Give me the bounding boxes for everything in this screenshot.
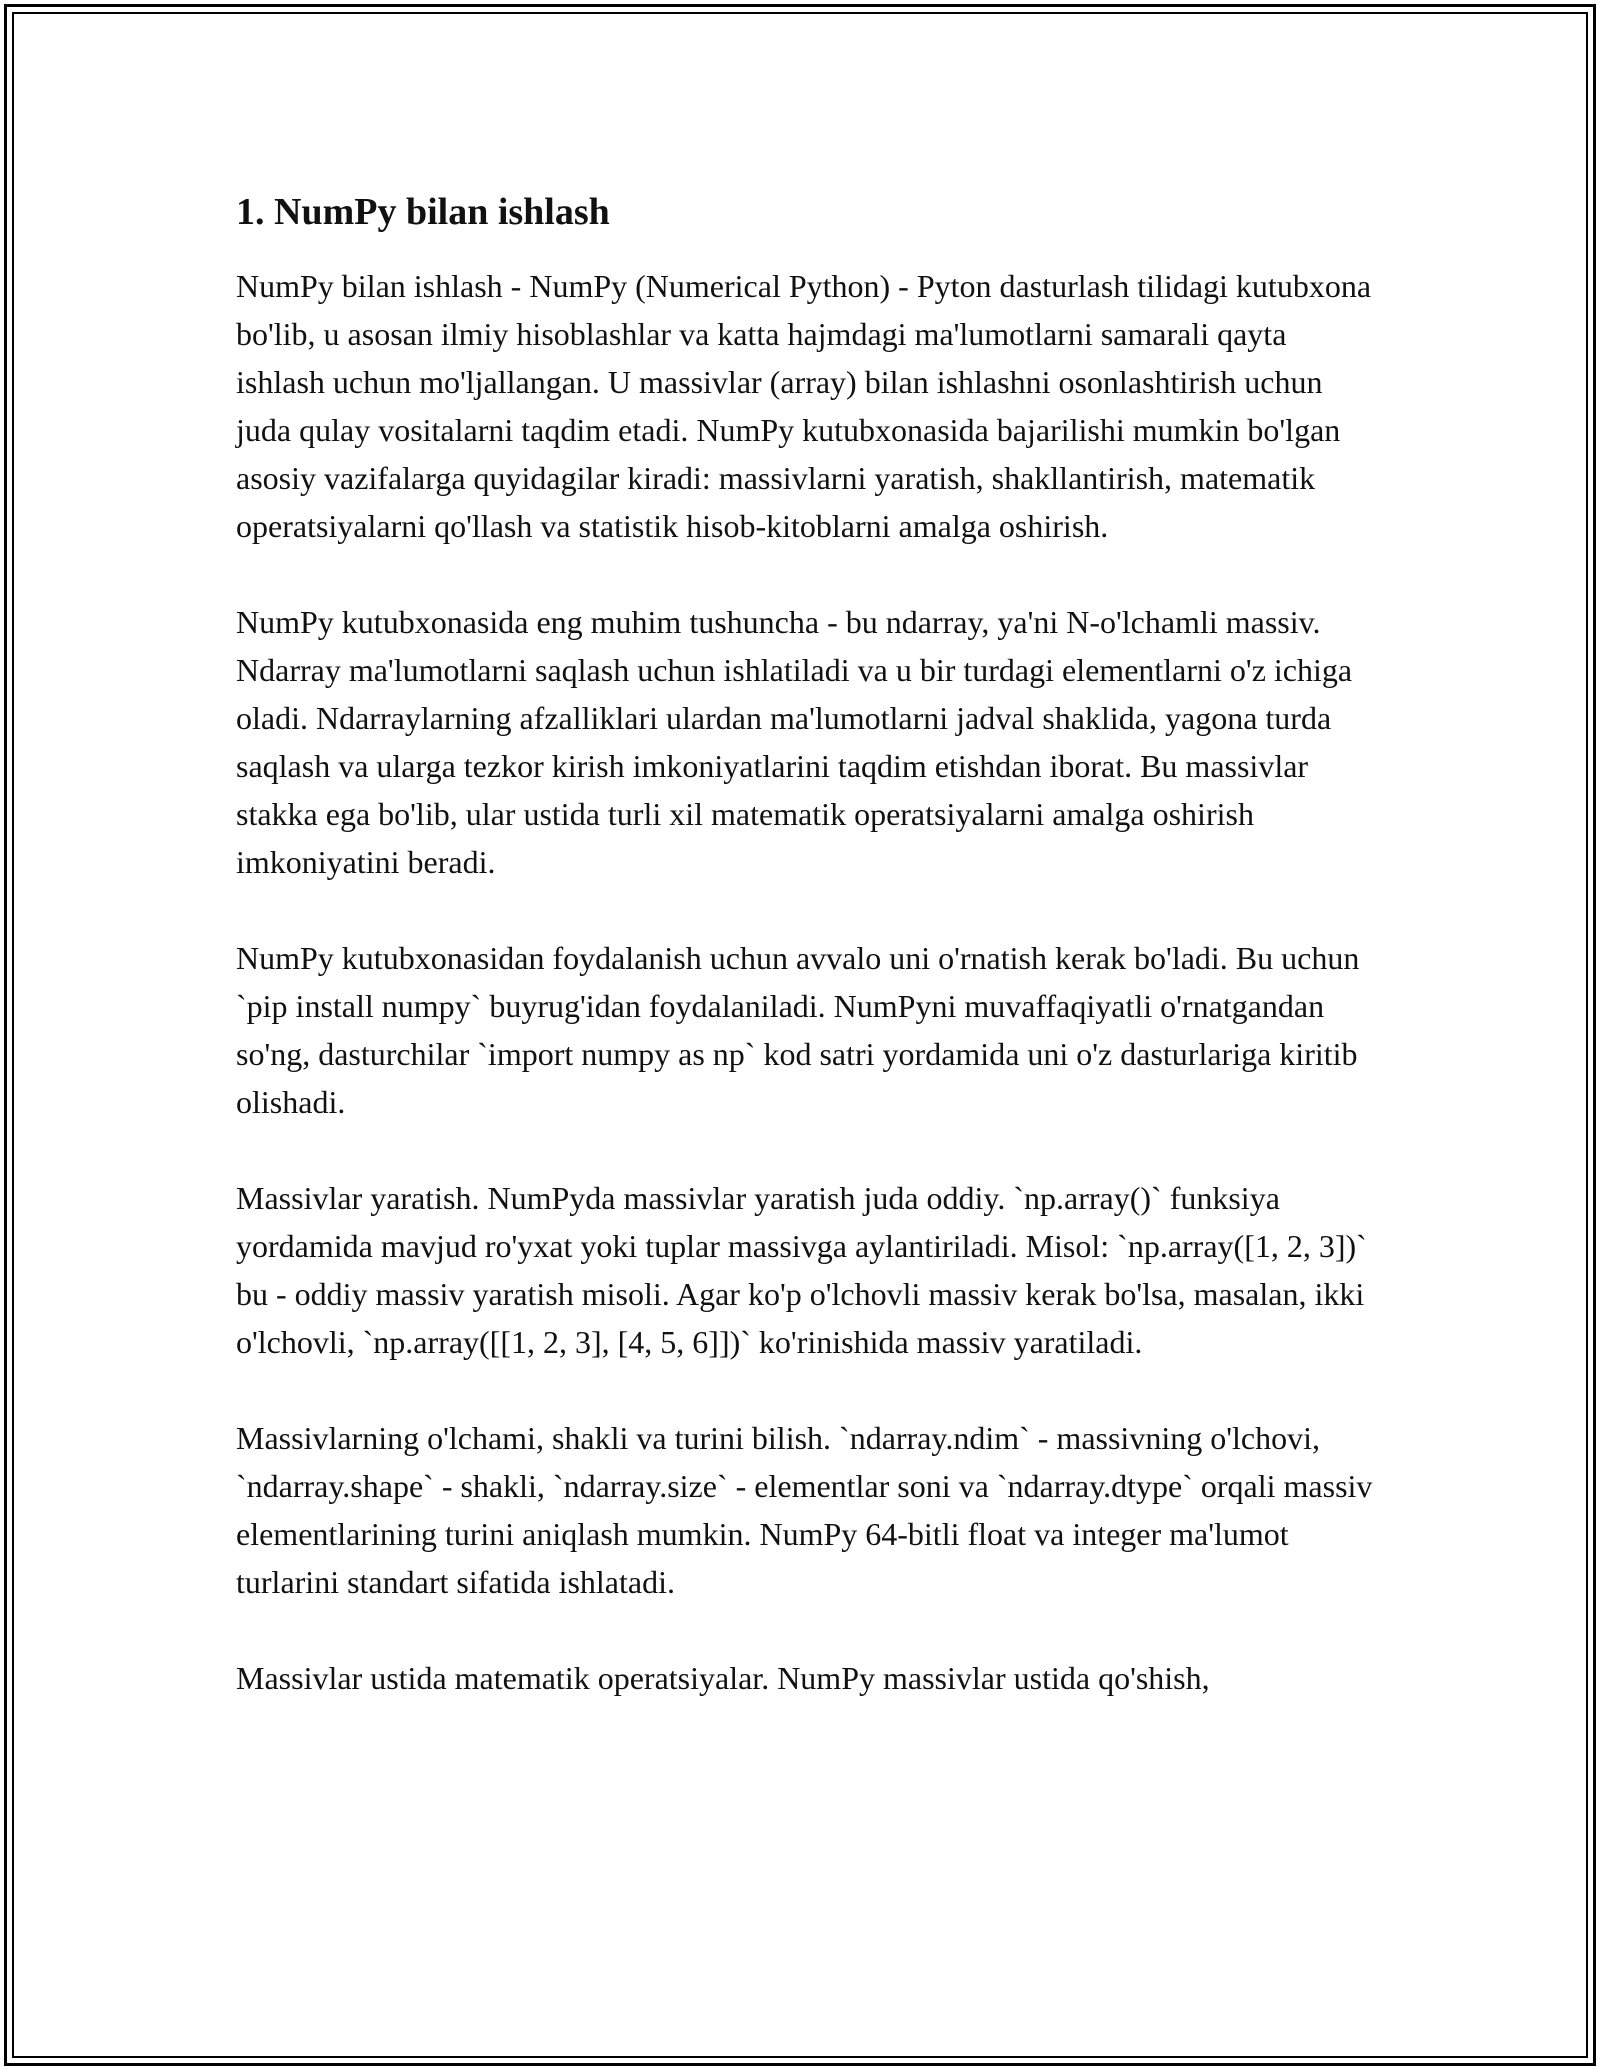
section-heading: 1. NumPy bilan ishlash: [236, 191, 610, 233]
paragraph-array-creation: Massivlar yaratish. NumPyda massivlar yaratish juda oddiy. `np.array()` funksiya yordamida mavjud ro'yxat yoki tuplar massivga aylantiriladi. Misol: `np.array([1, 2, 3])` bu - oddiy massiv yaratish misoli. Agar ko'p o'lchovli massiv kerak bo'lsa, masalan, ikki o'lchovli, `np.array([[1, 2, 3], [4, 5, 6]])` ko'rinishida massiv yaratiladi.: [236, 1180, 1367, 1360]
paragraph-intro: NumPy bilan ishlash - NumPy (Numerical Python) - Pyton dasturlash tilidagi kutubxona bo'lib, u asosan ilmiy hisoblashlar va katta hajmdagi ma'lumotlarni samarali qayta ishlash uchun mo'ljallangan. U massivlar (array) bilan ishlashni osonlashtirish uchun juda qulay vositalarni taqdim etadi. NumPy kutubxonasida bajarilishi mumkin bo'lgan asosiy vazifalarga quyidagilar kiradi: massivlarni yaratish, shakllantirish, matematik operatsiyalarni qo'llash va statistik hisob-kitoblarni amalga oshirish.: [236, 268, 1372, 544]
paragraph-ndarray: NumPy kutubxonasida eng muhim tushuncha - bu ndarray, ya'ni N-o'lchamli massiv. Ndarray ma'lumotlarni saqlash uchun ishlatiladi va u bir turdagi elementlarni o'z ichiga oladi. Ndarraylarning afzalliklari ulardan ma'lumotlarni jadval shaklida, yagona turda saqlash va ularga tezkor kirish imkoniyatlarini taqdim etishdan iborat. Bu massivlar stakka ega bo'lib, ular ustida turli xil matematik operatsiyalarni amalga oshirish imkoniyatini beradi.: [236, 604, 1353, 880]
document-body: [236, 186, 1376, 1750]
paragraph-math-operations: Massivlar ustida matematik operatsiyalar. NumPy massivlar ustida qo'shish,: [236, 1660, 1210, 1696]
paragraph-installation: NumPy kutubxonasidan foydalanish uchun avvalo uni o'rnatish kerak bo'ladi. Bu uchun `pip install numpy` buyrug'idan foydalaniladi. NumPyni muvaffaqiyatli o'rnatgandan so'ng, dasturchilar `import numpy as np` kod satri yordamida uni o'z dasturlariga kiritib olishadi.: [236, 940, 1360, 1120]
paragraph-array-attributes: Massivlarning o'lchami, shakli va turini bilish. `ndarray.ndim` - massivning o'lchovi, `ndarray.shape` - shakli, `ndarray.size` - elementlar soni va `ndarray.dtype` orqali massiv elementlarining turini aniqlash mumkin. NumPy 64-bitli float va integer ma'lumot turlarini standart sifatida ishlatadi.: [236, 1420, 1373, 1600]
